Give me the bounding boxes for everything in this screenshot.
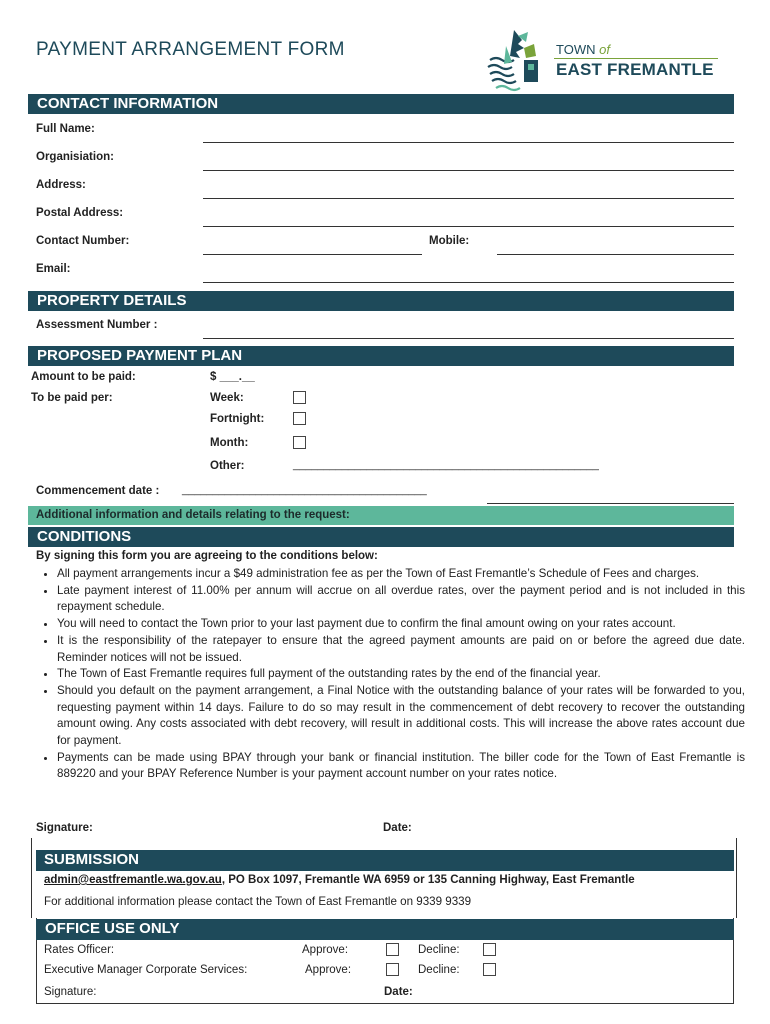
condition-item: • You will need to contact the Town prior to your last payment due to confirm the final amount owing on your rates account. [57,616,745,633]
contact-section-header: CONTACT INFORMATION [28,94,734,114]
exec-manager-label: Executive Manager Corporate Services: [44,964,248,976]
condition-item: • It is the responsibility of the ratepayer to ensure that the agreed payment amounts are paid on or before the agreed due date. Reminder notices will not be issued. [57,633,745,666]
full-name-field[interactable] [203,142,734,143]
plan-section-header: PROPOSED PAYMENT PLAN [28,346,734,366]
form-title: PAYMENT ARRANGEMENT FORM [36,39,345,60]
approve-checkbox-2[interactable] [386,963,399,976]
signature-label: Signature: [36,822,93,834]
commencement-date-field[interactable]: ________________________________________ [182,484,427,496]
decline-checkbox-1[interactable] [483,943,496,956]
month-label: Month: [210,437,249,449]
address-label: Address: [36,179,86,191]
contact-number-label: Contact Number: [36,235,130,247]
fortnight-checkbox[interactable] [293,412,306,425]
office-section-header: OFFICE USE ONLY [36,919,734,940]
mobile-field[interactable] [497,254,734,255]
conditions-intro: By signing this form you are agreeing to the conditions below: [36,550,378,562]
address-field[interactable] [203,198,734,199]
submission-section-header: SUBMISSION [36,850,734,871]
other-field[interactable]: __________________________________________________ [293,459,599,471]
fortnight-label: Fortnight: [210,413,265,425]
logo-name-text: EAST FREMANTLE [556,60,714,79]
decline-label-1: Decline: [418,944,460,956]
condition-item: • All payment arrangements incur a $49 administration fee as per the Town of East Fremantle’s Schedule of Fees and charges. [57,566,745,583]
postal-address-field[interactable] [203,226,734,227]
paid-per-label: To be paid per: [31,392,113,404]
postal-address-label: Postal Address: [36,207,124,219]
rates-officer-label: Rates Officer: [44,944,115,956]
mobile-label: Mobile: [429,235,470,247]
email-field[interactable] [203,282,734,283]
commencement-date-label: Commencement date : [36,485,160,497]
full-name-label: Full Name: [36,123,95,135]
office-date-label: Date: [384,986,413,998]
organisation-label: Organisiation: [36,151,114,163]
logo-town-text: TOWN of [556,42,610,57]
conditions-list [41,566,745,783]
decline-checkbox-2[interactable] [483,963,496,976]
condition-item: • Should you default on the payment arrangement, a Final Notice with the outstanding balance of your rates will be forwarded to you, requesting payment within 14 days. Failure to do so may result in the commencement of debt recovery to recover the outstanding amount owing. Any costs associated with debt recovery, will result in additional costs. This will increase the above rates account due for payment. [57,683,745,750]
contact-number-field[interactable] [203,254,422,255]
assessment-number-field[interactable] [203,338,734,339]
email-label: Email: [36,263,71,275]
submission-phone-line: For additional information please contact the Town of East Fremantle on 9339 9339 [44,895,472,908]
submission-contact-line: admin@eastfremantle.wa.gov.au, PO Box 1097, Fremantle WA 6959 or 135 Canning Highway, East Fremantle [44,874,635,886]
other-label: Other: [210,460,245,472]
office-signature-label: Signature: [44,986,97,998]
condition-item: • The Town of East Fremantle requires full payment of the outstanding rates by the end of the financial year. [57,666,745,683]
week-checkbox[interactable] [293,391,306,404]
organisation-field[interactable] [203,170,734,171]
condition-item: • Payments can be made using BPAY through your bank or financial institution. The biller code for the Town of East Fremantle is 889220 and your BPAY Reference Number is your payment account number on your rates notice. [57,750,745,783]
additional-info-label: Additional information and details relating to the request: [36,509,350,521]
approve-label-1: Approve: [302,944,349,956]
logo-emblem-icon [484,26,548,96]
divider-line [487,503,734,504]
conditions-section-header: CONDITIONS [28,527,734,547]
amount-field[interactable]: $ ___.__ [210,371,255,383]
approve-label-2: Approve: [305,964,352,976]
condition-item: • Late payment interest of 11.00% per annum will accrue on all overdue rates, over the payment period and is not included in this repayment schedule. [57,583,745,616]
month-checkbox[interactable] [293,436,306,449]
amount-label: Amount to be paid: [31,371,136,383]
admin-email-link[interactable]: admin@eastfremantle.wa.gov.au [44,874,222,886]
logo-rule [554,58,718,59]
decline-label-2: Decline: [418,964,460,976]
approve-checkbox-1[interactable] [386,943,399,956]
week-label: Week: [210,392,244,404]
property-section-header: PROPERTY DETAILS [28,291,734,311]
date-label: Date: [383,822,412,834]
assessment-number-label: Assessment Number : [36,319,158,331]
